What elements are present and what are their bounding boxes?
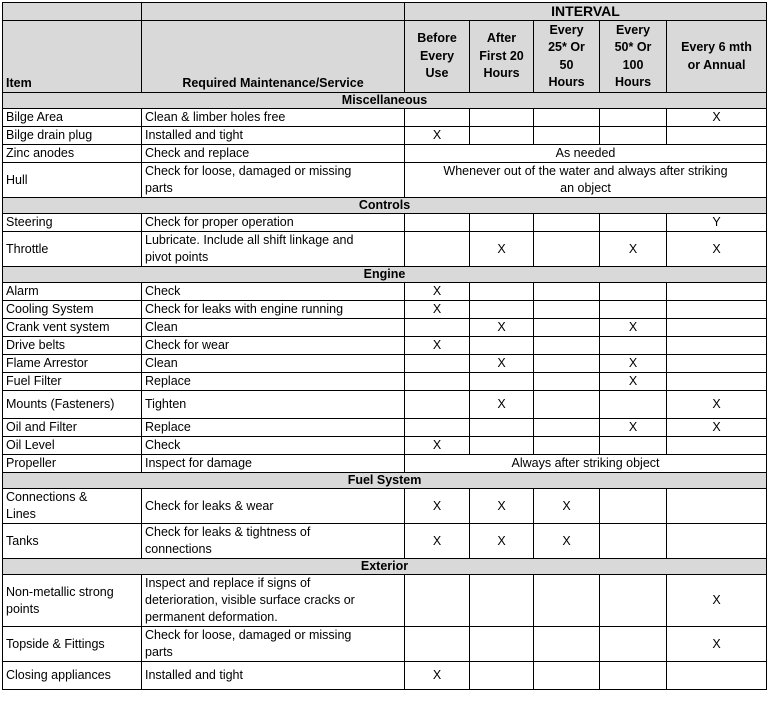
interval-note-cell bbox=[405, 163, 767, 198]
cell-line: Check bbox=[145, 438, 181, 452]
required-column-header: Required Maintenance/Service bbox=[142, 21, 405, 93]
interval-mark-cell bbox=[667, 337, 767, 355]
header-line: Hours bbox=[483, 66, 520, 81]
table-row bbox=[3, 373, 767, 391]
cell-line: an object bbox=[560, 181, 611, 195]
item-cell bbox=[3, 437, 142, 455]
interval-mark-cell bbox=[470, 419, 534, 437]
cell-line: Check for leaks & wear bbox=[145, 498, 274, 513]
item-cell bbox=[3, 575, 142, 627]
service-cell bbox=[142, 283, 405, 301]
cell-line: Fuel Filter bbox=[6, 374, 62, 388]
service-cell bbox=[142, 437, 405, 455]
item-cell bbox=[3, 319, 142, 337]
table-row bbox=[3, 337, 767, 355]
interval-mark-cell bbox=[534, 214, 600, 232]
cell-line: Alarm bbox=[6, 284, 39, 298]
header-line: Every 6 mth bbox=[681, 40, 752, 54]
interval-mark-cell bbox=[600, 524, 667, 559]
cell-line: Tanks bbox=[6, 533, 39, 548]
cell-line: deterioration, visible surface cracks or bbox=[145, 593, 355, 607]
service-cell bbox=[142, 455, 405, 473]
section-row bbox=[3, 267, 767, 283]
interval-mark-cell bbox=[667, 319, 767, 337]
cell-line: Inspect for damage bbox=[145, 456, 253, 470]
interval-mark-cell: X bbox=[667, 109, 767, 127]
cell-line: Flame Arrestor bbox=[6, 356, 88, 370]
interval-mark-cell: X bbox=[405, 662, 470, 690]
interval-mark-cell bbox=[534, 373, 600, 391]
interval-mark-cell bbox=[405, 232, 470, 267]
interval-mark-cell: X bbox=[405, 301, 470, 319]
item-cell bbox=[3, 355, 142, 373]
cell-line: points bbox=[6, 601, 40, 616]
interval-column-header bbox=[600, 21, 667, 93]
interval-mark-cell bbox=[600, 391, 667, 419]
cell-line: Hull bbox=[6, 172, 28, 187]
section-row bbox=[3, 559, 767, 575]
interval-mark-cell: X bbox=[470, 489, 534, 524]
service-cell bbox=[142, 489, 405, 524]
interval-mark-cell bbox=[470, 283, 534, 301]
interval-mark-cell bbox=[470, 373, 534, 391]
table-row bbox=[3, 232, 767, 267]
service-cell bbox=[142, 627, 405, 662]
cell-line: permanent deformation. bbox=[145, 610, 278, 624]
service-cell bbox=[142, 319, 405, 337]
table-body bbox=[3, 93, 767, 690]
interval-mark-cell bbox=[405, 373, 470, 391]
interval-mark-cell bbox=[405, 319, 470, 337]
service-cell bbox=[142, 419, 405, 437]
section-title: Engine bbox=[3, 267, 767, 283]
interval-mark-cell bbox=[470, 214, 534, 232]
table-row bbox=[3, 455, 767, 473]
table-row bbox=[3, 163, 767, 198]
interval-mark-cell: X bbox=[667, 419, 767, 437]
interval-mark-cell bbox=[470, 301, 534, 319]
table-row bbox=[3, 391, 767, 419]
cell-line: Steering bbox=[6, 215, 53, 229]
cell-line: Whenever out of the water and always after striking bbox=[443, 164, 728, 178]
table-row bbox=[3, 419, 767, 437]
header-line: Hours bbox=[548, 75, 585, 89]
item-cell bbox=[3, 283, 142, 301]
item-cell bbox=[3, 109, 142, 127]
interval-column-header bbox=[405, 21, 470, 93]
item-cell bbox=[3, 232, 142, 267]
interval-mark-cell bbox=[405, 214, 470, 232]
header-line: 50* Or bbox=[614, 40, 652, 54]
service-cell bbox=[142, 373, 405, 391]
interval-mark-cell: X bbox=[600, 373, 667, 391]
cell-line: Clean bbox=[145, 356, 178, 370]
cell-line: Check for leaks & tightness of bbox=[145, 525, 311, 539]
interval-mark-cell: X bbox=[405, 283, 470, 301]
cell-line: parts bbox=[145, 181, 173, 195]
cell-line: parts bbox=[145, 645, 173, 659]
table-row bbox=[3, 355, 767, 373]
interval-column-header bbox=[534, 21, 600, 93]
interval-mark-cell bbox=[600, 109, 667, 127]
interval-mark-cell bbox=[600, 662, 667, 690]
service-cell bbox=[142, 337, 405, 355]
cell-line: connections bbox=[145, 542, 212, 556]
interval-mark-cell: X bbox=[405, 337, 470, 355]
interval-mark-cell: X bbox=[667, 627, 767, 662]
interval-mark-cell bbox=[405, 109, 470, 127]
header-blank bbox=[3, 3, 142, 21]
interval-mark-cell: X bbox=[534, 524, 600, 559]
interval-mark-cell bbox=[600, 214, 667, 232]
table-row bbox=[3, 145, 767, 163]
interval-mark-cell bbox=[600, 301, 667, 319]
header-line: or Annual bbox=[687, 57, 746, 72]
interval-mark-cell bbox=[534, 391, 600, 419]
cell-line: Inspect and replace if signs of bbox=[145, 576, 311, 590]
service-cell bbox=[142, 109, 405, 127]
cell-line: Check for proper operation bbox=[145, 215, 294, 229]
header-line: 50 bbox=[559, 57, 574, 72]
item-cell bbox=[3, 301, 142, 319]
interval-mark-cell bbox=[600, 489, 667, 524]
table-row bbox=[3, 301, 767, 319]
interval-mark-cell: Y bbox=[667, 214, 767, 232]
interval-mark-cell bbox=[534, 575, 600, 627]
interval-mark-cell: X bbox=[534, 489, 600, 524]
item-cell bbox=[3, 337, 142, 355]
interval-mark-cell bbox=[405, 355, 470, 373]
interval-mark-cell: X bbox=[470, 319, 534, 337]
interval-mark-cell: X bbox=[600, 355, 667, 373]
interval-mark-cell bbox=[534, 283, 600, 301]
service-cell bbox=[142, 163, 405, 198]
interval-mark-cell: X bbox=[405, 524, 470, 559]
cell-line: Check for wear bbox=[145, 338, 230, 352]
cell-line: Replace bbox=[145, 374, 191, 388]
interval-mark-cell: X bbox=[470, 391, 534, 419]
interval-mark-cell bbox=[600, 283, 667, 301]
cell-line: Closing appliances bbox=[6, 668, 111, 682]
interval-mark-cell: X bbox=[667, 232, 767, 267]
service-cell bbox=[142, 355, 405, 373]
cell-line: As needed bbox=[555, 146, 616, 160]
section-title: Controls bbox=[3, 198, 767, 214]
item-column-header: Item bbox=[3, 21, 142, 93]
item-cell bbox=[3, 524, 142, 559]
interval-note-cell bbox=[405, 455, 767, 473]
interval-mark-cell bbox=[600, 575, 667, 627]
interval-mark-cell bbox=[470, 337, 534, 355]
cell-line: Drive belts bbox=[6, 338, 66, 352]
table-header bbox=[3, 3, 767, 93]
interval-mark-cell bbox=[534, 319, 600, 337]
interval-mark-cell bbox=[534, 109, 600, 127]
interval-mark-cell bbox=[405, 391, 470, 419]
header-line: Every bbox=[419, 48, 455, 63]
interval-mark-cell: X bbox=[405, 489, 470, 524]
interval-mark-cell bbox=[667, 437, 767, 455]
cell-line: Check for loose, damaged or missing bbox=[145, 164, 352, 178]
interval-mark-cell bbox=[667, 662, 767, 690]
cell-line: Installed and tight bbox=[145, 668, 243, 682]
header-line: 25* Or bbox=[548, 40, 585, 54]
table-row bbox=[3, 283, 767, 301]
item-cell bbox=[3, 127, 142, 145]
cell-line: Lubricate. Include all shift linkage and bbox=[145, 233, 354, 247]
cell-line: Connections & bbox=[6, 490, 88, 504]
item-cell bbox=[3, 163, 142, 198]
interval-mark-cell: X bbox=[470, 524, 534, 559]
interval-mark-cell: X bbox=[600, 319, 667, 337]
cell-line: Throttle bbox=[6, 241, 49, 256]
cell-line: Tighten bbox=[145, 397, 187, 411]
item-cell bbox=[3, 627, 142, 662]
table-row bbox=[3, 437, 767, 455]
cell-line: Bilge drain plug bbox=[6, 128, 93, 142]
interval-note-cell bbox=[405, 145, 767, 163]
section-title: Miscellaneous bbox=[3, 93, 767, 109]
interval-mark-cell bbox=[470, 662, 534, 690]
cell-line: Cooling System bbox=[6, 302, 94, 316]
item-cell bbox=[3, 419, 142, 437]
interval-mark-cell bbox=[600, 437, 667, 455]
interval-mark-cell bbox=[534, 337, 600, 355]
cell-line: Topside & Fittings bbox=[6, 636, 105, 651]
interval-mark-cell bbox=[534, 627, 600, 662]
cell-line: Oil and Filter bbox=[6, 420, 77, 434]
interval-mark-cell bbox=[667, 283, 767, 301]
interval-mark-cell: X bbox=[470, 355, 534, 373]
table-row bbox=[3, 662, 767, 690]
interval-mark-cell: X bbox=[600, 232, 667, 267]
interval-mark-cell bbox=[405, 627, 470, 662]
interval-mark-cell bbox=[470, 627, 534, 662]
cell-line: Crank vent system bbox=[6, 320, 110, 334]
interval-mark-cell bbox=[534, 127, 600, 145]
interval-column-header bbox=[470, 21, 534, 93]
interval-mark-cell bbox=[667, 524, 767, 559]
header-blank bbox=[142, 3, 405, 21]
table-row bbox=[3, 575, 767, 627]
section-title: Fuel System bbox=[3, 473, 767, 489]
item-cell bbox=[3, 214, 142, 232]
interval-mark-cell bbox=[600, 627, 667, 662]
service-cell bbox=[142, 232, 405, 267]
table-row bbox=[3, 214, 767, 232]
table-row bbox=[3, 627, 767, 662]
cell-line: Bilge Area bbox=[6, 110, 63, 124]
service-cell bbox=[142, 662, 405, 690]
cell-line: Replace bbox=[145, 420, 191, 434]
cell-line: Clean & limber holes free bbox=[145, 110, 286, 124]
interval-mark-cell bbox=[534, 301, 600, 319]
service-cell bbox=[142, 575, 405, 627]
interval-mark-cell bbox=[534, 437, 600, 455]
interval-mark-cell bbox=[534, 419, 600, 437]
section-row bbox=[3, 93, 767, 109]
header-line: After bbox=[486, 31, 517, 46]
interval-mark-cell bbox=[470, 127, 534, 145]
cell-line: Non-metallic strong bbox=[6, 584, 114, 599]
table-row bbox=[3, 109, 767, 127]
interval-mark-cell: X bbox=[405, 437, 470, 455]
interval-mark-cell bbox=[470, 109, 534, 127]
item-cell bbox=[3, 662, 142, 690]
interval-mark-cell: X bbox=[600, 419, 667, 437]
interval-mark-cell bbox=[667, 373, 767, 391]
service-cell bbox=[142, 524, 405, 559]
interval-mark-cell: X bbox=[667, 391, 767, 419]
section-title: Exterior bbox=[3, 559, 767, 575]
table-row bbox=[3, 127, 767, 145]
item-cell bbox=[3, 373, 142, 391]
maintenance-table bbox=[2, 2, 767, 690]
section-row bbox=[3, 198, 767, 214]
interval-mark-cell bbox=[405, 419, 470, 437]
service-cell bbox=[142, 145, 405, 163]
header-line: Every bbox=[549, 22, 584, 37]
header-line: Hours bbox=[614, 75, 652, 89]
cell-line: Installed and tight bbox=[145, 128, 243, 142]
table-row bbox=[3, 524, 767, 559]
interval-mark-cell bbox=[405, 575, 470, 627]
service-cell bbox=[142, 301, 405, 319]
interval-mark-cell: X bbox=[405, 127, 470, 145]
interval-mark-cell bbox=[667, 489, 767, 524]
cell-line: Check and replace bbox=[145, 146, 250, 160]
interval-mark-cell bbox=[667, 301, 767, 319]
interval-mark-cell bbox=[470, 575, 534, 627]
cell-line: Check bbox=[145, 284, 181, 298]
cell-line: Always after striking object bbox=[511, 456, 660, 470]
interval-mark-cell: X bbox=[470, 232, 534, 267]
interval-mark-cell bbox=[534, 232, 600, 267]
cell-line: Propeller bbox=[6, 456, 57, 470]
interval-column-header bbox=[667, 21, 767, 93]
interval-mark-cell bbox=[600, 127, 667, 145]
service-cell bbox=[142, 127, 405, 145]
service-cell bbox=[142, 391, 405, 419]
header-line: Before bbox=[417, 31, 457, 46]
item-cell bbox=[3, 145, 142, 163]
cell-line: Check for leaks with engine running bbox=[145, 302, 344, 316]
table-row bbox=[3, 319, 767, 337]
interval-mark-cell bbox=[470, 437, 534, 455]
interval-mark-cell bbox=[534, 355, 600, 373]
table-row bbox=[3, 489, 767, 524]
cell-line: Zinc anodes bbox=[6, 146, 75, 160]
header-line: First 20 bbox=[479, 48, 524, 63]
cell-line: Clean bbox=[145, 320, 178, 334]
section-row bbox=[3, 473, 767, 489]
cell-line: Mounts (Fasteners) bbox=[6, 397, 115, 411]
cell-line: Lines bbox=[6, 507, 36, 521]
interval-mark-cell bbox=[667, 355, 767, 373]
interval-heading: INTERVAL bbox=[405, 3, 767, 21]
interval-mark-cell bbox=[534, 662, 600, 690]
header-line: 100 bbox=[622, 57, 644, 72]
header-line: Every bbox=[615, 22, 651, 37]
cell-line: Check for loose, damaged or missing bbox=[145, 628, 352, 642]
interval-mark-cell bbox=[667, 127, 767, 145]
item-cell bbox=[3, 489, 142, 524]
service-cell bbox=[142, 214, 405, 232]
item-cell bbox=[3, 455, 142, 473]
cell-line: pivot points bbox=[145, 250, 209, 264]
cell-line: Oil Level bbox=[6, 438, 55, 452]
interval-mark-cell bbox=[600, 337, 667, 355]
header-line: Use bbox=[425, 66, 449, 81]
item-cell bbox=[3, 391, 142, 419]
interval-mark-cell: X bbox=[667, 575, 767, 627]
